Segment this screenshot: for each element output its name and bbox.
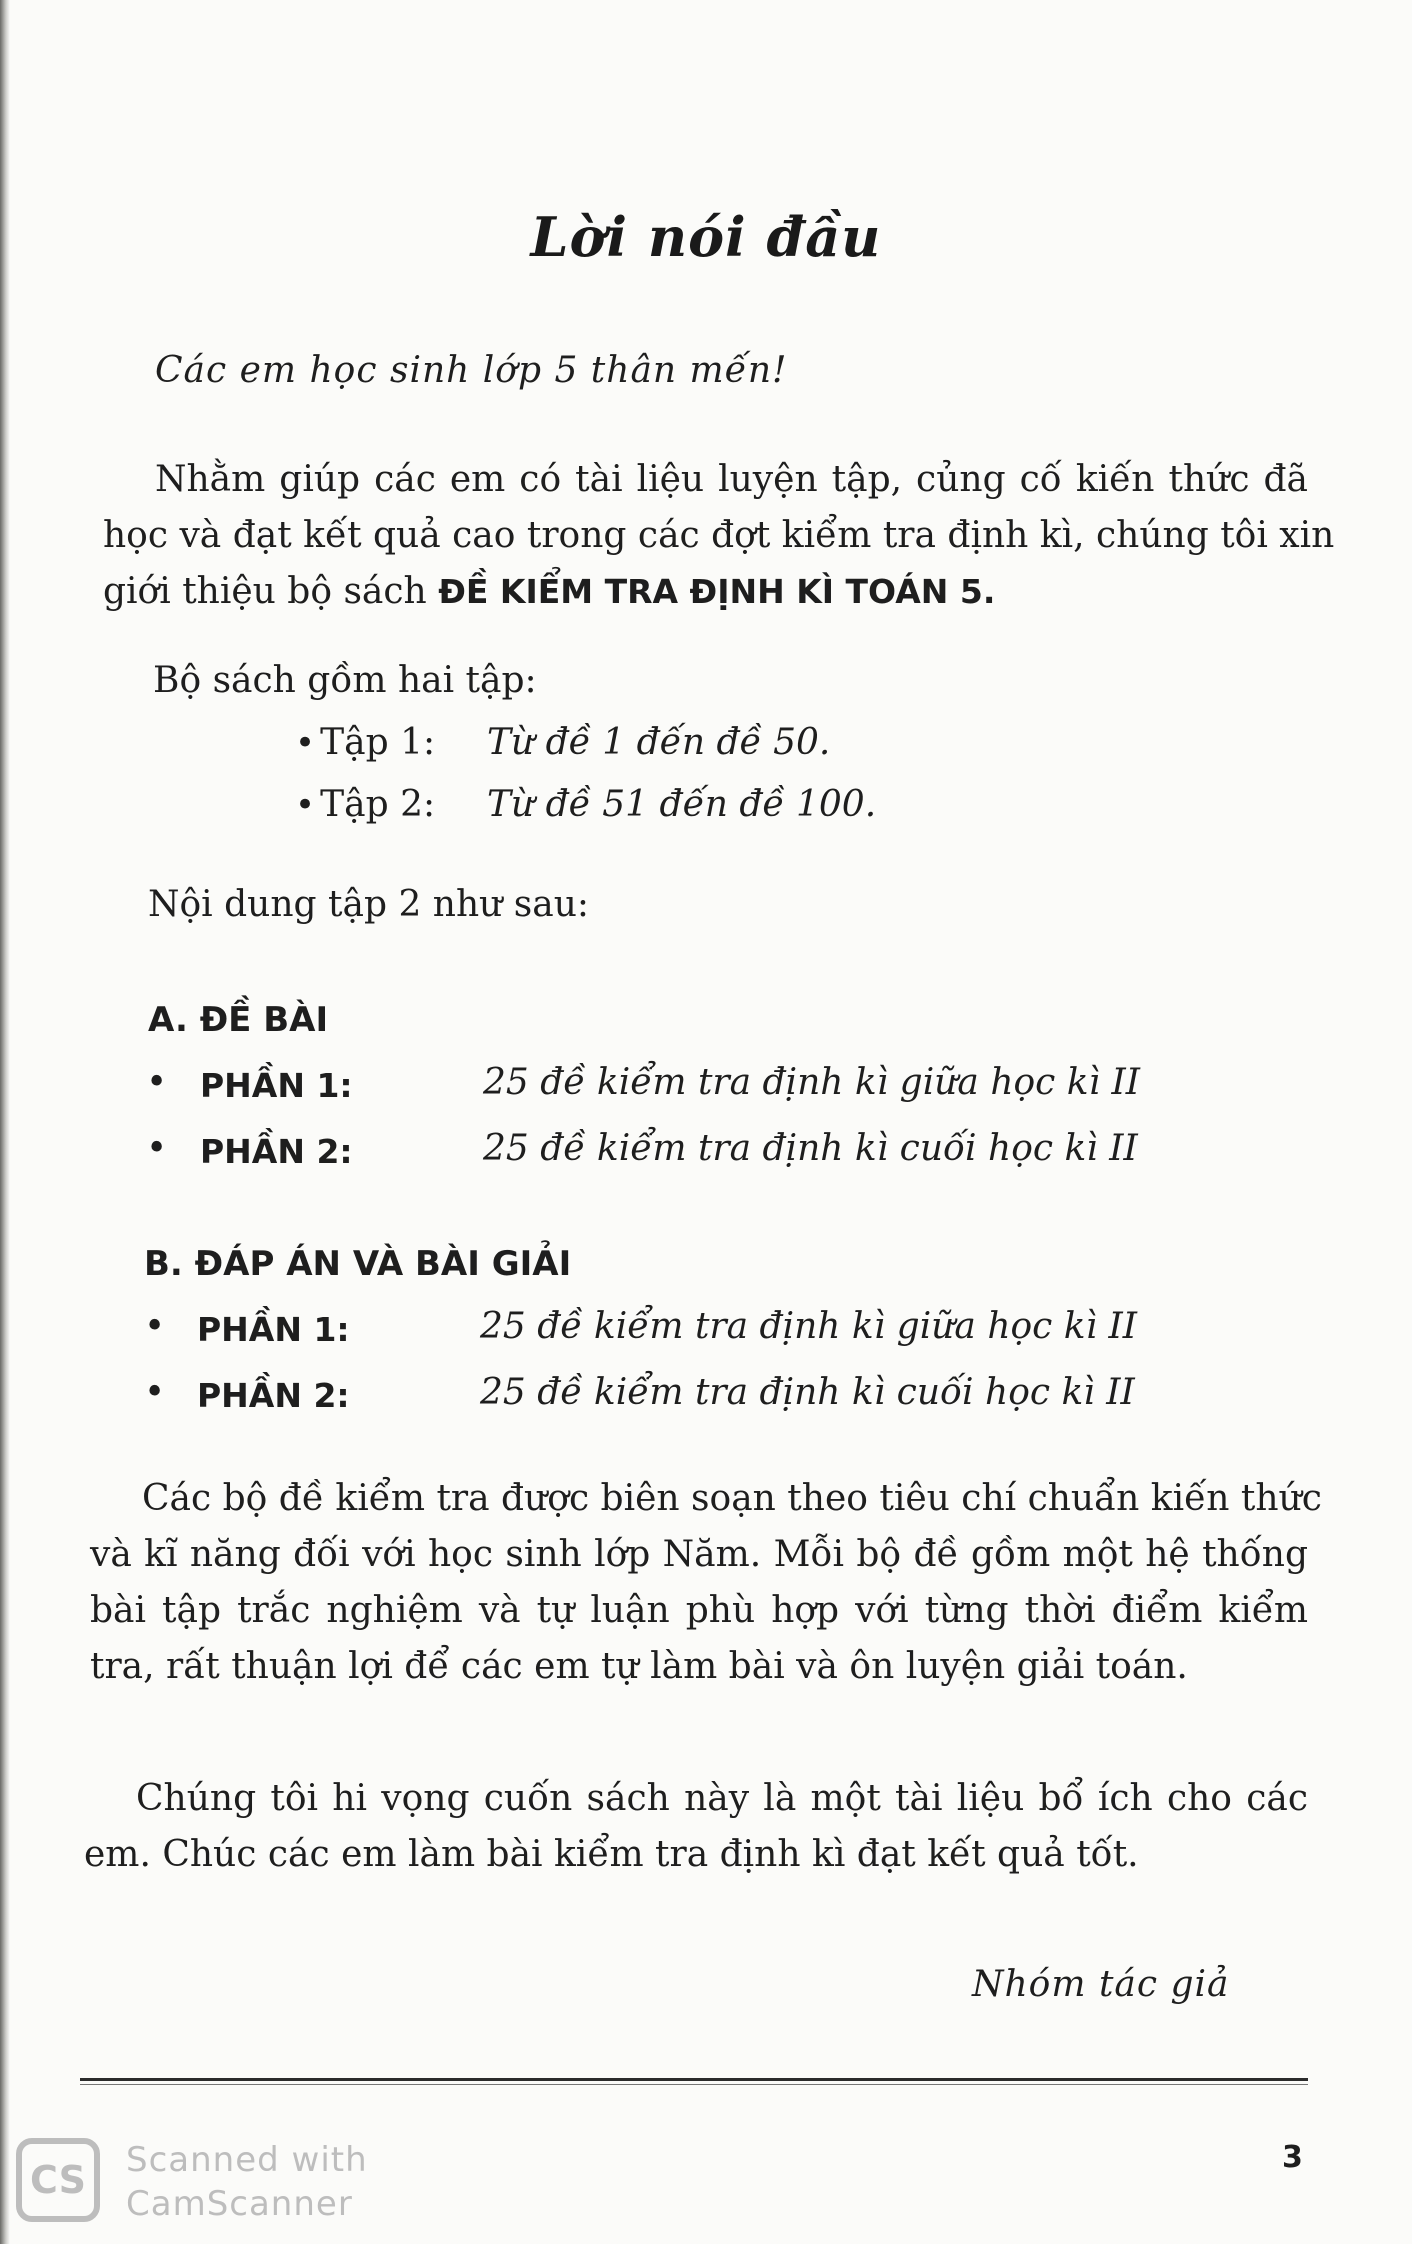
intro-paragraph	[103, 452, 1335, 620]
camscanner-logo-icon	[16, 2138, 100, 2222]
binding-shadow	[0, 0, 10, 2244]
volume-item-1	[295, 722, 435, 763]
volume-desc: Từ đề 1 đến đề 50.	[487, 722, 831, 763]
watermark-line-2: CamScanner	[126, 2184, 353, 2224]
hope-line-2: em. Chúc các em làm bài kiểm tra định kì đạt kết quả tốt.	[84, 1834, 1139, 1875]
part-label: PHẦN 1:	[197, 1310, 350, 1349]
part-label: PHẦN 1:	[200, 1066, 353, 1105]
hope-line-1: Chúng tôi hi vọng cuốn sách này là một tài liệu bổ ích cho các	[136, 1778, 1308, 1819]
criteria-paragraph	[90, 1471, 1322, 1695]
volume-item-2	[295, 784, 435, 825]
page-title: Lời nói đầu	[530, 205, 882, 269]
intro-line-1: Nhằm giúp các em có tài liệu luyện tập, củng cố kiến thức đã	[155, 459, 1308, 500]
intro-line-3	[103, 564, 1308, 620]
criteria-line-3: bài tập trắc nghiệm và tự luận phù hợp với từng thời điểm kiểm	[90, 1590, 1308, 1631]
section-heading-b: B. ĐÁP ÁN VÀ BÀI GIẢI	[144, 1244, 572, 1284]
intro-line-2: học và đạt kết quả cao trong các đợt kiểm tra định kì, chúng tôi xin	[103, 515, 1335, 556]
criteria-line-1: Các bộ đề kiểm tra được biên soạn theo tiêu chí chuẩn kiến thức	[142, 1478, 1322, 1519]
part-desc: 25 đề kiểm tra định kì cuối học kì II	[483, 1128, 1138, 1169]
page-number: 3	[1282, 2140, 1303, 2175]
watermark-line-1: Scanned with	[126, 2140, 368, 2180]
part-desc: 25 đề kiểm tra định kì giữa học kì II	[483, 1062, 1140, 1103]
footer-divider	[80, 2078, 1308, 2081]
volume-label: Tập 1:	[320, 722, 436, 763]
bullet-icon: •	[146, 1128, 168, 1169]
section-heading-a: A. ĐỀ BÀI	[148, 1000, 329, 1040]
part-label: PHẦN 2:	[200, 1132, 353, 1171]
bullet-icon: •	[144, 1372, 166, 1413]
volume-label: Tập 2:	[320, 784, 436, 825]
criteria-line-4: tra, rất thuận lợi để các em tự làm bài và ôn luyện giải toán.	[90, 1646, 1188, 1687]
bullet-icon: •	[144, 1306, 166, 1347]
footer-divider-thin	[80, 2084, 1308, 2085]
hope-paragraph	[84, 1771, 1308, 1883]
bullet-icon: •	[146, 1062, 168, 1103]
bullet-icon: •	[295, 723, 316, 763]
part-desc: 25 đề kiểm tra định kì cuối học kì II	[480, 1372, 1135, 1413]
book-title: ĐỀ KIỂM TRA ĐỊNH KÌ TOÁN 5.	[438, 572, 996, 611]
greeting: Các em học sinh lớp 5 thân mến!	[155, 350, 788, 391]
criteria-line-2: và kĩ năng đối với học sinh lớp Năm. Mỗi bộ đề gồm một hệ thống	[90, 1534, 1308, 1575]
bullet-icon: •	[295, 785, 316, 825]
camscanner-logo-text: CS	[30, 2158, 86, 2202]
volume-desc: Từ đề 51 đến đề 100.	[487, 784, 877, 825]
part-desc: 25 đề kiểm tra định kì giữa học kì II	[480, 1306, 1137, 1347]
author-signature: Nhóm tác giả	[972, 1964, 1230, 2005]
volumes-intro: Bộ sách gồm hai tập:	[153, 660, 537, 701]
contents-intro: Nội dung tập 2 như sau:	[148, 884, 590, 925]
intro-line-3-prefix: giới thiệu bộ sách	[103, 571, 427, 612]
part-label: PHẦN 2:	[197, 1376, 350, 1415]
